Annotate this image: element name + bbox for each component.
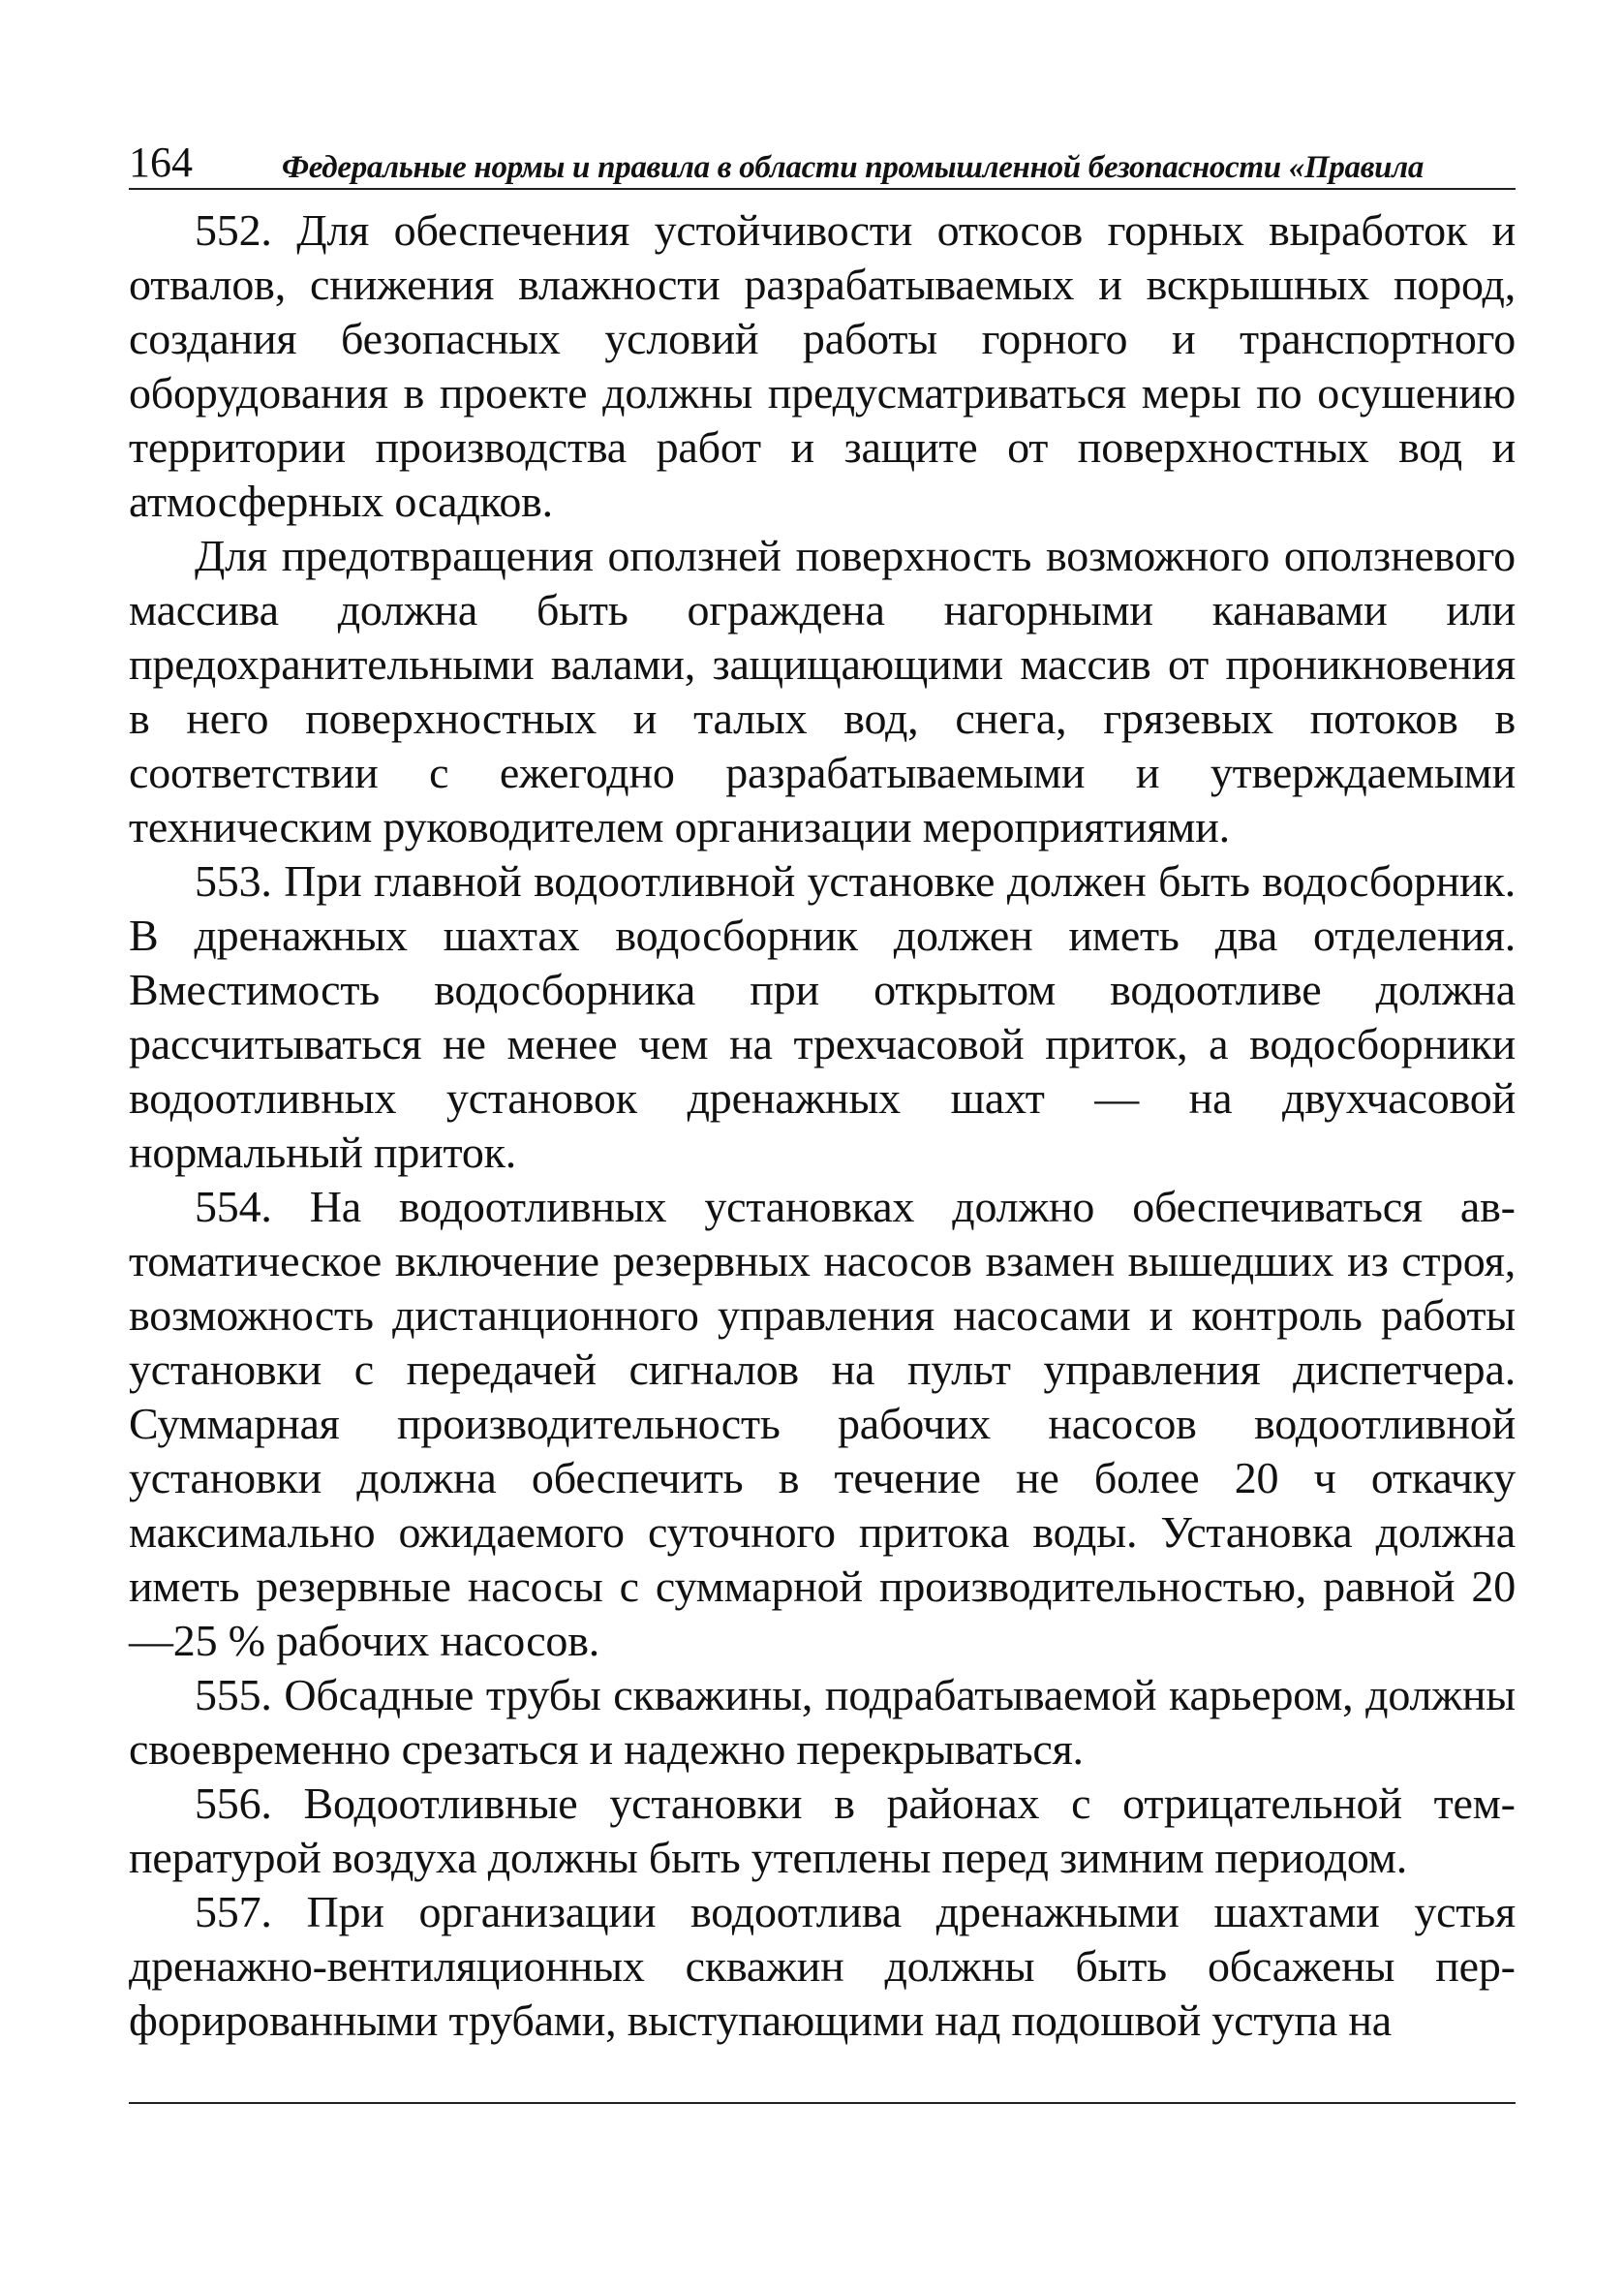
- body-text: [129, 203, 1516, 2048]
- running-title: Федеральные нормы и правила в области промышленной безопасности «Правила: [282, 150, 1425, 185]
- paragraph-553: 553. При главной водоотливной установке должен быть водосборник. В дренажных шахтах водосборник должен иметь два отделения. Вместимость водосборника при открытом водоотливе должна рассчитываться не менее чем на трехчасовой приток, а водосборники водоотливных установок дренажных шахт — на двухчасовой нормальный приток.: [129, 856, 1516, 1177]
- paragraph-557: 557. При организации водоотлива дренажными шахтами устья дренажно-вентиляционных скважин должны быть обсажены перфорированными трубами, выступающими над подошвой уступа на: [129, 1887, 1516, 2045]
- page-number: 164: [129, 139, 193, 186]
- paragraph-556: 556. Водоотливные установки в районах с отрицательной температурой воздуха должны быть утеплены перед зимним периодом.: [129, 1779, 1516, 1882]
- paragraph-552: 552. Для обеспечения устойчивости откосов горных выработок и отвалов, снижения влажности разрабатываемых и вскрышных пород, создания безопасных условий работы горного и транспортного оборудования в проекте должны предусматриваться меры по осушению территории производства работ и защите от поверхностных вод и атмосферных осадков.: [129, 205, 1516, 526]
- paragraph-555: 555. Обсадные трубы скважины, подрабатываемой карьером, должны своевременно срезаться и надежно перекрываться.: [129, 1670, 1516, 1774]
- paragraph-landslide-prevention: Для предотвращения оползней поверхность возможного оползневого массива должна быть ограждена нагорными канавами или предохранительными валами, защищающими массив от проникновения в него поверхностных и талых вод, снега, грязевых потоков в соответствии с ежегодно разрабатываемыми и утверждаемыми техническим руководителем организации мероприятиями.: [129, 531, 1516, 851]
- document-page: [129, 126, 1516, 2131]
- footer-rule: [129, 2102, 1516, 2104]
- running-header: [129, 126, 1516, 190]
- paragraph-554: 554. На водоотливных установках должно обеспечиваться автоматическое включение резервных насосов взамен вышедших из строя, возможность дистанционного управления насосами и контроль работы установки с передачей сигналов на пульт управления диспетчера. Суммарная производительность рабочих насосов водоотливной установки должна обеспечить в течение не более 20 ч откачку максимально ожидаемого суточного притока воды. Установка должна иметь резервные насосы с суммарной производительностью, равной 20—25 % рабочих насосов.: [129, 1182, 1516, 1665]
